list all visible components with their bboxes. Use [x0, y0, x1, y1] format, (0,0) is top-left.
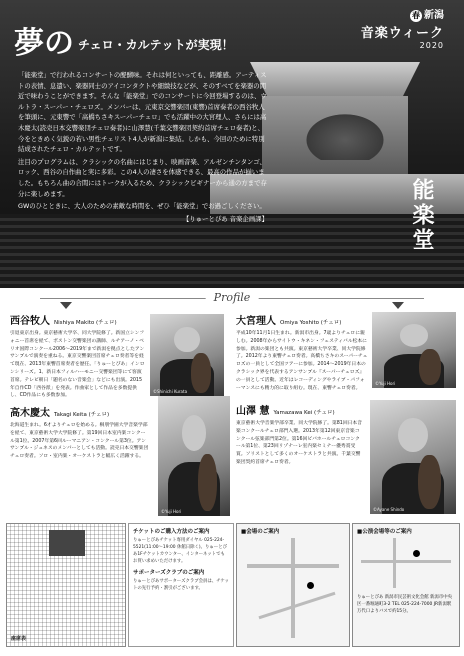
person-bio: 引退東京出身。東京藝術大学卒、同大学院修了。新国立シンフォニー首席を経て、ボストン交響楽団の講師、ルチアーノ・ベリオ国際コンクール2006〜2019年まで新潟を拠点としたアンサンブルで演奏を重ねる。東京交響楽団首席チェロ奏者等を経て現在、2013年東響首席奏者を歴任。「りゅーとぴあ」インロンシリーズ。1、新日本フィルハーモニー交響楽団等にて客演首席。テレビ朝日「題名のない音楽会」などにも出演。2015年自作CD「西谷派」を発表。作曲家として作品を多数提供し、CD作品にも多数参加。	[10, 331, 145, 399]
intro-text	[18, 70, 268, 224]
portrait-head	[398, 418, 427, 452]
map-heading: ■会場のご案内	[241, 529, 280, 535]
map2-text: りゅーとぴあ 新潟市民芸術文化会館 新潟市中央区一番堀通町3-2 TEL 025-224-7000 JR新潟駅万代口よりバスで約15分。	[357, 595, 452, 614]
triangle-marker-icon	[392, 302, 404, 309]
person-name-en: Takagi Keita (チェロ)	[54, 412, 110, 418]
map-road	[291, 538, 295, 638]
logo-city: 新潟	[424, 10, 444, 21]
ticket-info-box	[128, 523, 234, 647]
venue-pin-icon	[307, 582, 314, 589]
portrait-head	[182, 415, 206, 451]
headline-big: 夢の	[14, 26, 74, 61]
support-heading: サポーターズクラブのご案内	[133, 570, 205, 576]
cello-icon	[419, 349, 441, 385]
cello-icon	[418, 455, 440, 510]
profile-omiya	[236, 312, 368, 392]
person-name-en: Yamazawa Kei (チェロ)	[273, 410, 335, 416]
photo-takagi	[158, 396, 230, 516]
triangle-marker-icon	[60, 302, 72, 309]
intro-signature: 【りゅーとぴあ 音楽企画課】	[182, 214, 268, 223]
portrait-head	[400, 324, 429, 347]
profile-yamazawa	[236, 402, 364, 467]
profile-takagi	[10, 404, 150, 461]
person-name: 西谷牧人	[10, 316, 50, 327]
profile-header	[0, 288, 464, 310]
headline-rest: チェロ・カルテットが実現！	[78, 38, 234, 52]
photo-omiya	[372, 312, 456, 388]
intro-paragraph: 「能楽堂」で行われるコンサートの醍醐味。それは何といっても、距離感。アーティストの表情、息遣い、楽器同士のアイコンタクトや細緻技などが、そのすべてを楽器の間近で味わうことができます。そんな「能楽堂」でのコンサートに今回登場するのは、ウルトラ・スーパー・チェロズ。メンバーは、元東京交響楽団(東響)首席奏者の西谷牧人を筆頭に、元東響で「高橋ちさキスーパーチェロ」でも活躍中の大宮理人、さらには高木慶太(読売日本交響楽団チェロ奏者)に山澤慧(千葉交響楽団契約首席チェロ奏者)と、今をときめく気鋭の若い男性チェリスト4人が新潟に集結。しかも、今回のために特別結成されたチェロ・カルテットです。	[18, 71, 267, 154]
venue-detail-map	[352, 523, 460, 647]
headline	[14, 18, 234, 62]
person-bio: 東京藝術大学音楽学部卒業、同大学院修了。第81回日本音楽コンクールチェロ部門入選。2013年第12回東京音楽コンクール弦楽部門第2位。第16回ビバホールチェロコンクール第1位、第23回リゾナーレ室内楽セミナー優秀賞受賞。ソリストとして多くのオーケストラと共演。千葉交響楽団契約首席チェロ奏者。	[236, 421, 363, 465]
photo-credit: ©Shinichi Kurata	[153, 389, 188, 394]
photo-nishiya	[150, 314, 224, 396]
map2-heading: ■公演会場等のご案内	[357, 529, 412, 535]
map-road	[258, 592, 335, 620]
logo-name: 音楽ウィーク	[360, 26, 444, 41]
seat-map	[6, 523, 126, 647]
intro-paragraph: GWのひとときに、大人のための素敵な時間を、ぜひ「能楽堂」でお過ごしください。	[18, 202, 266, 211]
map-road	[393, 538, 396, 588]
person-bio: 北海道生まれ。6才よりチェロを始める。桐朋学園大学音楽学部を経て、東京藝術大学大学院修了。第19回日本室内楽コンクール第1位。2007年第6回ルーマニアン・コンクール第3位。アンサンブル・ジュネスのメンバーとしても活動。読売日本交響楽団チェロ奏者。ソロ・室内楽・オーケストラと幅広く活躍する。	[10, 423, 149, 460]
person-bio: 平成10年11月1日生まれ。新潟市出身。7歳よりチェロに親しむ。2008年からサイトウ・キネン・フェスティバル松本に参加。新潟の楽団とも共演。東京藝術大学卒業、同大学院修了。2012年より東響チェロ奏者。高橋ちさキのスーパーチェロズの一員として全国ツアーに参加。2014〜2019年日本のクラシック界を代表するアンサンブル『スーパーチェロズ』の一員として活動。近年はレコーディングやライブ・パフォーマンスにも精力的に取り組む。現在、東響チェロ奏者。	[236, 331, 368, 391]
portrait-head	[174, 327, 199, 352]
noh-stage-roof	[250, 62, 420, 96]
audience-seats	[0, 214, 464, 288]
logo-mark: 春	[412, 11, 420, 20]
venue-pin-icon	[413, 550, 420, 557]
photo-yamazawa	[370, 400, 456, 514]
photo-credit: ©Ayane Shindo	[373, 507, 405, 512]
cello-icon	[191, 353, 210, 392]
person-name-en: Omiya Yoshito (チェロ)	[280, 320, 342, 326]
profile-label: Profile	[206, 291, 259, 304]
map-road	[361, 560, 451, 563]
photo-credit: ©Yuji Hori	[375, 381, 396, 386]
ticket-text: りゅーとぴあチケット専用ダイヤル 025-224-5521(11:00〜19:00 休館日除く)。りゅーとぴあ1Fチケットカウンター、インターネットでもお買い求めいただけます。	[133, 538, 227, 564]
cello-icon	[198, 454, 217, 512]
profile-nishiya	[10, 312, 146, 400]
person-name: 大宮理人	[236, 316, 276, 327]
person-name-en: Nishiya Makito (チェロ)	[54, 320, 117, 326]
person-name: 山澤 慧	[236, 406, 270, 417]
hero-section	[0, 0, 464, 288]
person-name: 高木慶太	[10, 408, 50, 419]
info-section	[0, 519, 464, 656]
venue-map	[236, 523, 350, 647]
pine-painting	[300, 110, 390, 160]
photo-credit: ©Yuji Hori	[161, 509, 182, 514]
festival-logo	[361, 6, 444, 50]
vertical-title: 能楽堂	[409, 178, 435, 253]
logo-year: 2020	[419, 41, 444, 50]
intro-paragraph: 注目のプログラムは、クラシックの名曲にはじまり、映画音楽、アルゼンチンタンゴ、ロック、西谷の自作曲と実に多彩。この4人の凄さを体感できる、最高の作品が揃いました。もちろん曲の合間にはトークが入るため、クラシックビギナーから通の方まで存分に楽しめます。	[18, 157, 267, 198]
seat-map-title: 座席表	[11, 636, 27, 642]
seat-map-stage	[49, 530, 85, 556]
ticket-heading: チケットのご購入方法のご案内	[133, 529, 210, 535]
support-text: りゅーとぴあサポーターズクラブ会員は、チケットの先行予約・割引がございます。	[133, 579, 229, 591]
